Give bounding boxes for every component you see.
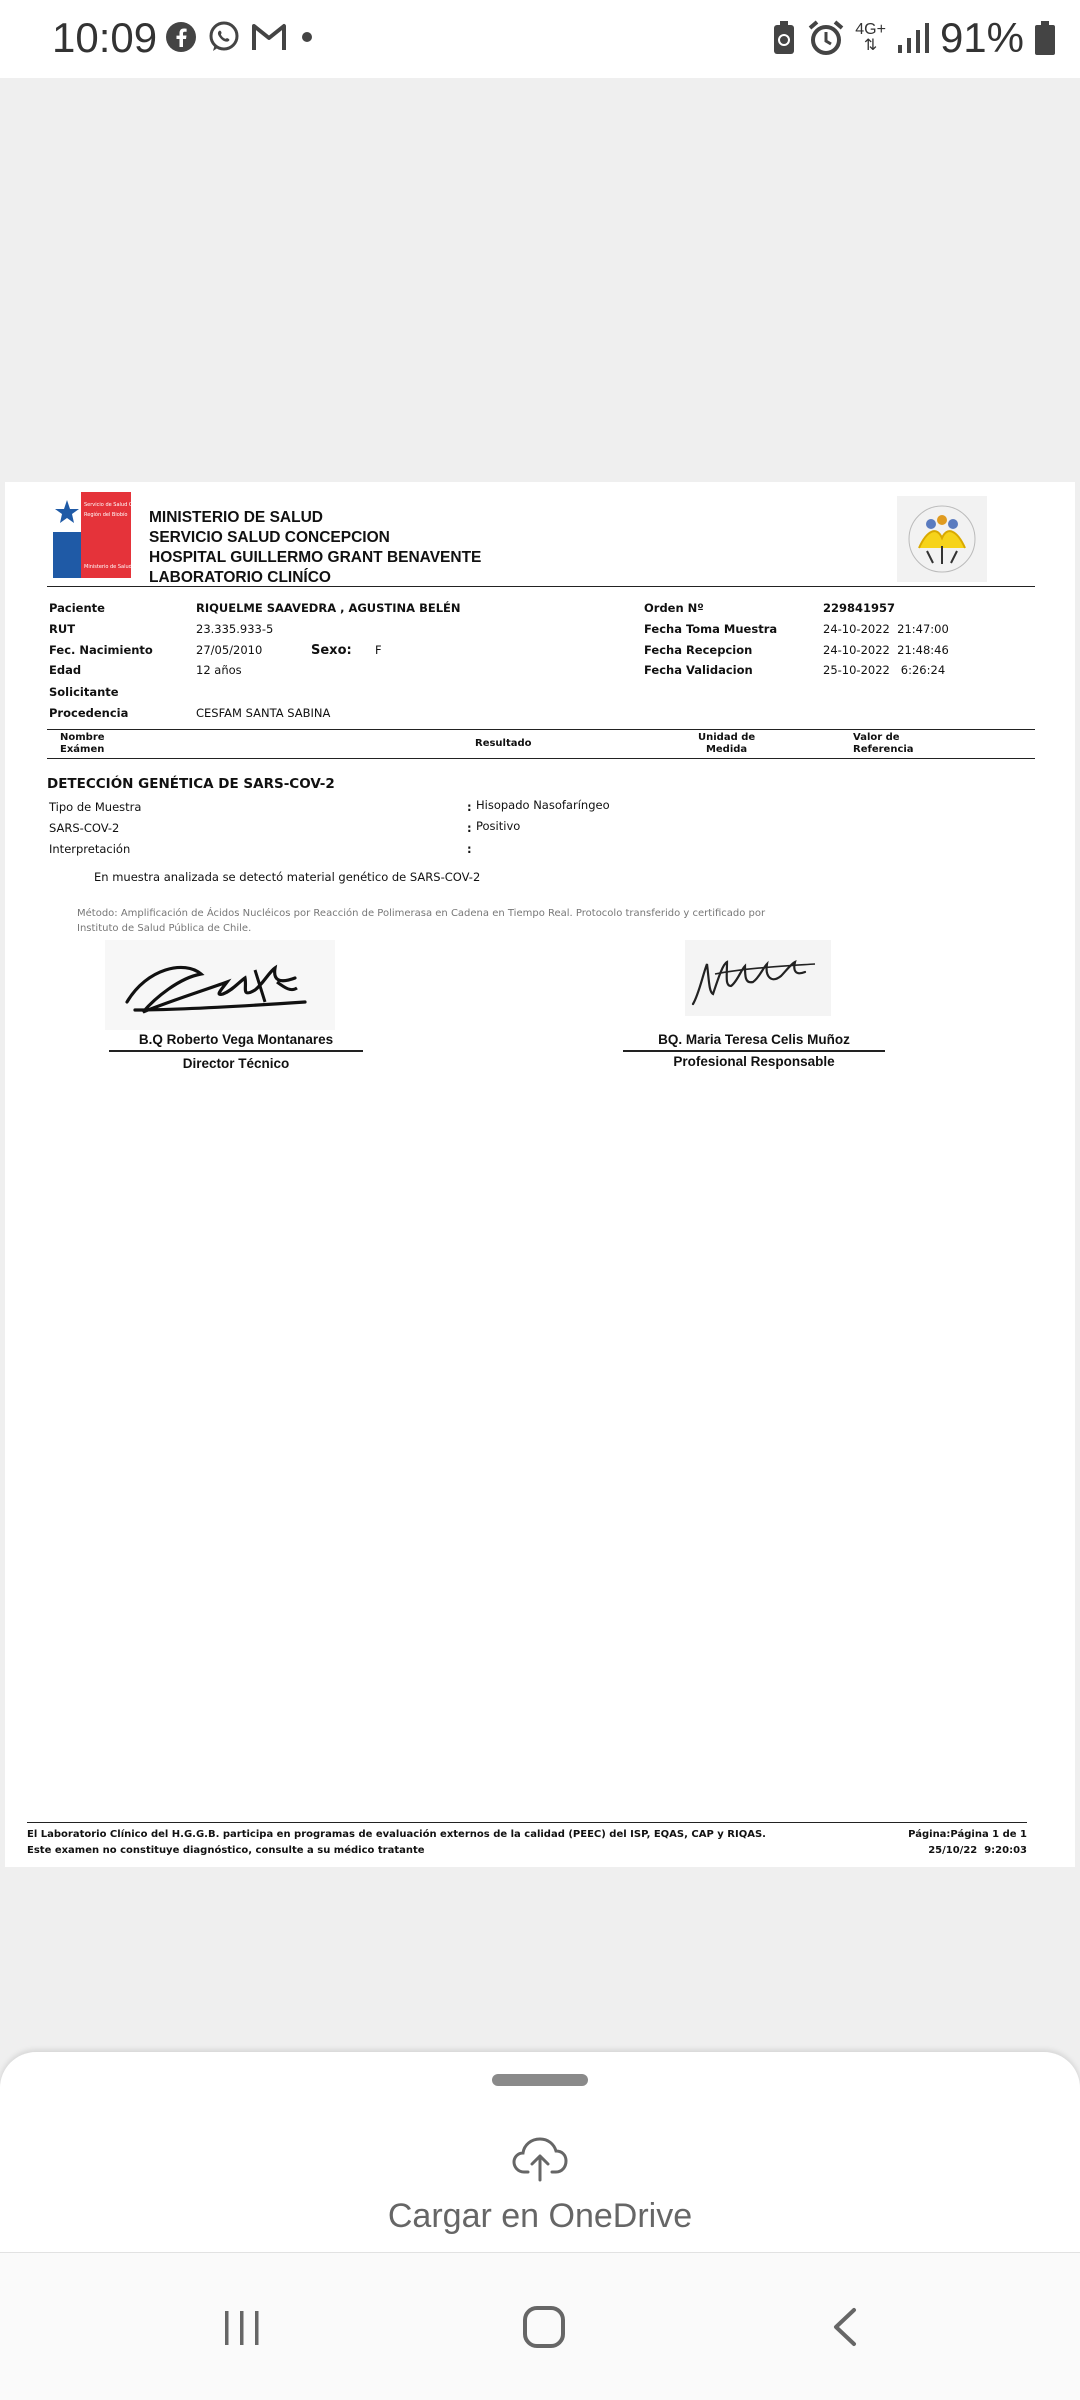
- upload-onedrive-label: Cargar en OneDrive: [387, 2197, 693, 2235]
- footer-line-2: Este examen no constituye diagnóstico, consulte a su médico tratante: [27, 1845, 425, 1856]
- method-note: Método: Amplificación de Ácidos Nucléicos por Reacción de Polimerasa en Cadena en Tiempo Real. Protocolo transferido y certificado por Instituto de Salud Pública de Chile.: [77, 908, 766, 934]
- clock: 10:09: [52, 14, 158, 61]
- whatsapp-icon: [207, 20, 241, 54]
- sexo-value: F: [375, 643, 382, 657]
- svg-text:Región del Biobío: Región del Biobío: [84, 512, 128, 518]
- svg-text:Servicio de Salud Concepción: Servicio de Salud Concepción: [84, 502, 158, 508]
- page-number: Página:Página 1 de 1: [908, 1829, 1027, 1840]
- rut-label: RUT: [49, 622, 76, 636]
- back-button[interactable]: [830, 2307, 860, 2347]
- hospital-logo: [897, 496, 987, 582]
- responsable-role: Profesional Responsable: [673, 1054, 835, 1069]
- procedencia-label: Procedencia: [49, 706, 129, 720]
- cloud-upload-icon: [512, 2136, 568, 2182]
- column-resultado: Resultado: [475, 738, 532, 749]
- alarm-icon: [807, 19, 845, 57]
- toma-muestra-label: Fecha Toma Muestra: [644, 622, 778, 636]
- print-date: 25/10/22 9:20:03: [928, 1845, 1027, 1856]
- document-header: [53, 492, 1035, 592]
- nacimiento-label: Fec. Nacimiento: [49, 643, 153, 657]
- column-referencia: Valor de Referencia: [853, 732, 914, 755]
- edad-label: Edad: [49, 663, 82, 677]
- section-title: DETECCIÓN GENÉTICA DE SARS-COV-2: [47, 776, 335, 792]
- signature-line: [623, 1050, 885, 1052]
- recepcion-label: Fecha Recepcion: [644, 643, 753, 657]
- home-button[interactable]: [522, 2305, 566, 2349]
- ministry-title: MINISTERIO DE SALUD SERVICIO SALUD CONCEPCION HOSPITAL GUILLERMO GRANT BENAVENTE LABORATORIO CLINÍCO: [149, 509, 482, 586]
- drag-handle[interactable]: [492, 2074, 588, 2086]
- nacimiento-value: 27/05/2010: [196, 643, 263, 657]
- battery-saver-icon: [771, 20, 797, 56]
- battery-icon: [1034, 20, 1056, 56]
- toma-muestra-value: 24-10-2022 21:47:00: [823, 622, 949, 636]
- government-logo: [53, 492, 158, 578]
- bottom-sheet: [0, 2052, 1080, 2252]
- facebook-icon: [165, 21, 197, 53]
- sexo-label: Sexo:: [311, 643, 352, 658]
- paciente-value: RIQUELME SAAVEDRA , AGUSTINA BELÉN: [196, 601, 461, 615]
- rut-value: 23.335.933-5: [196, 622, 274, 636]
- footer-rule: [27, 1822, 1027, 1823]
- validacion-value: 25-10-2022 6:26:24: [823, 663, 946, 677]
- interpretation-text: En muestra analizada se detectó material genético de SARS-COV-2: [94, 870, 481, 884]
- table-top-rule: [47, 729, 1035, 730]
- battery-percent: 91%: [939, 14, 1024, 61]
- recent-apps-button[interactable]: [222, 2307, 262, 2347]
- network-type: 4G+ ⇅: [855, 21, 886, 54]
- signature-responsable: [685, 940, 831, 1016]
- solicitante-label: Solicitante: [49, 685, 119, 699]
- signature-line: [109, 1050, 363, 1052]
- footer-line-1: El Laboratorio Clínico del H.G.G.B. participa en programas de evaluación externos de la calidad (PEEC) del ISP, EQAS, CAP y RIQAS.: [27, 1829, 766, 1840]
- dot-icon: [297, 27, 317, 47]
- orden-label: Orden Nº: [644, 601, 704, 615]
- gmail-icon: [251, 22, 287, 52]
- header-rule: [47, 586, 1035, 587]
- director-role: Director Técnico: [182, 1056, 290, 1071]
- responsable-name: BQ. Maria Teresa Celis Muñoz: [658, 1032, 850, 1047]
- paciente-label: Paciente: [49, 601, 105, 615]
- recepcion-value: 24-10-2022 21:48:46: [823, 643, 949, 657]
- procedencia-value: CESFAM SANTA SABINA: [196, 706, 331, 720]
- director-name: B.Q Roberto Vega Montanares: [138, 1032, 334, 1047]
- svg-text:Ministerio de Salud: Ministerio de Salud: [84, 564, 132, 570]
- column-nombre: Nombre Exámen: [60, 732, 105, 755]
- orden-value: 229841957: [823, 601, 896, 615]
- signature-director: [105, 940, 335, 1030]
- status-bar: [0, 0, 1080, 78]
- navigation-bar: [0, 2252, 1080, 2400]
- validacion-label: Fecha Validacion: [644, 663, 753, 677]
- signal-icon: [896, 21, 930, 55]
- column-unidad: Unidad de Medida: [698, 732, 756, 755]
- edad-value: 12 años: [196, 663, 242, 677]
- table-header-rule: [47, 758, 1035, 759]
- pdf-page[interactable]: Servicio de Salud Concepción Región del Biobío Ministerio de Salud MINISTERIO DE SALUD SERVICIO SALUD CONCEPCION HOSPITAL GUILLERMO GRANT BENAVENTE LABORATORIO CLINÍCO Paciente RIQUELME SAAVEDRA , AGUSTINA BELÉN RUT 23.335.933-5 Fec. Nacimiento 27/05/2010 Sexo: F Edad 12 años Solicitante Procedencia CESFAM SANTA SABINA Orden Nº 229841957 Fecha Toma Muestra 24-10-2022 21:47:00 Fecha Recepcion 24-10-2022 21:48:46 Fecha Validacion 25-10-2022 6:26:24 Nombre Exámen Resultado Unidad de Medida Valor de Referencia DETECCIÓN GENÉTICA DE SARS-COV-2 Tipo de Muestra : Hisopado Nasofaríngeo SARS-COV-2 : Positivo Interpretación : En muestra analizada se detectó material genético de SARS-COV-2 Método: Amplificación de Ácidos Nucléicos por Reacción de Polimerasa en Cadena en Tiempo Real. Protocolo transferido y certificado por Instituto de Salud Pública de Chile. B.Q Roberto Vega Montanares Director Técnico BQ. Maria Teresa Celis Muñoz Profesional Responsable El Laboratorio Clínico del H.G.G.B. participa en programas de evaluación externos de la calidad (PEEC) del ISP, EQAS, CAP y RIQAS. Este examen no constituye diagnóstico, consulte a su médico tratante Página:Página 1 de 1 25/10/22 9:20:03: [5, 482, 1075, 1867]
